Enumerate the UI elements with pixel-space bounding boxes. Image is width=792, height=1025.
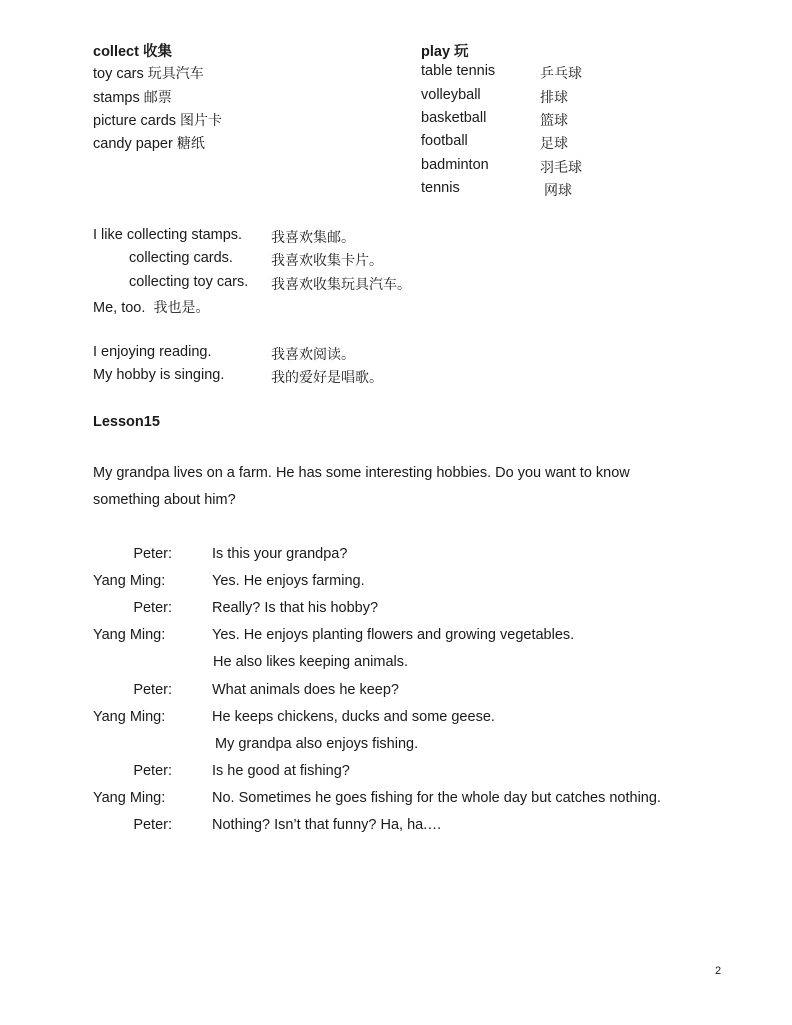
play-item-en: table tennis xyxy=(421,63,496,79)
dialogue-speaker: Yang Ming: xyxy=(93,573,166,589)
collect-item-zh: 邮票 xyxy=(143,90,172,106)
sentence-en: My hobby is singing. xyxy=(93,367,225,383)
page-number: 2 xyxy=(715,965,722,977)
sentence-zh: 我也是。 xyxy=(153,300,210,316)
dialogue-text: No. Sometimes he goes fishing for the whole day but catches nothing. xyxy=(212,790,661,806)
collect-item xyxy=(93,133,205,153)
sentence-zh: 我喜欢集邮。 xyxy=(271,230,355,246)
dialogue-speaker: Yang Ming: xyxy=(93,790,166,806)
play-item-zh: 篮球 xyxy=(540,113,568,129)
collect-item xyxy=(93,63,204,83)
play-item-en: volleyball xyxy=(421,87,481,103)
dialogue-speaker: Peter: xyxy=(133,682,172,698)
collect-item-en: picture cards xyxy=(93,113,177,129)
collect-item-zh: 玩具汽车 xyxy=(147,66,204,82)
sentence-en: collecting toy cars. xyxy=(129,274,249,290)
play-item-en: badminton xyxy=(421,157,489,173)
dialogue-text: Is he good at fishing? xyxy=(212,763,350,779)
dialogue-text: Yes. He enjoys farming. xyxy=(212,573,365,589)
play-item-zh: 排球 xyxy=(540,90,568,106)
dialogue-speaker: Yang Ming: xyxy=(93,627,166,643)
dialogue-text: Really? Is that his hobby? xyxy=(212,600,379,616)
dialogue-speaker: Peter: xyxy=(133,763,172,779)
play-item-en: tennis xyxy=(421,180,460,196)
play-heading: play 玩 xyxy=(421,44,469,60)
play-item-en: basketball xyxy=(421,110,487,126)
collect-item-zh: 图片卡 xyxy=(180,113,223,129)
lesson-title: Lesson15 xyxy=(93,414,160,430)
collect-item xyxy=(93,87,172,107)
dialogue-speaker: Yang Ming: xyxy=(93,709,166,725)
sentence-en: collecting cards. xyxy=(129,250,233,266)
play-item-zh: 羽毛球 xyxy=(540,160,582,176)
dialogue-text: Nothing? Isn’t that funny? Ha, ha.… xyxy=(212,817,442,833)
dialogue-speaker: Peter: xyxy=(133,546,172,562)
lesson-intro-line: My grandpa lives on a farm. He has some interesting hobbies. Do you want to know xyxy=(93,465,630,481)
sentence-en: I like collecting stamps. xyxy=(93,227,243,243)
collect-item-en: toy cars xyxy=(93,66,144,82)
dialogue-text: He also likes keeping animals. xyxy=(213,654,409,670)
dialogue-text: Yes. He enjoys planting flowers and growing vegetables. xyxy=(212,627,575,643)
dialogue-text: My grandpa also enjoys fishing. xyxy=(215,736,419,752)
sentence-zh: 我喜欢收集玩具汽车。 xyxy=(271,277,411,293)
dialogue-speaker: Peter: xyxy=(133,600,172,616)
sentence-line xyxy=(93,297,209,317)
dialogue-speaker: Peter: xyxy=(133,817,172,833)
play-item-zh: 足球 xyxy=(540,136,568,152)
sentence-zh: 我的爱好是唱歌。 xyxy=(271,370,383,386)
play-item-en: football xyxy=(421,133,468,149)
sentence-en: Me, too. xyxy=(93,300,146,316)
collect-heading: collect 收集 xyxy=(93,44,172,60)
sentence-zh: 我喜欢收集卡片。 xyxy=(271,253,383,269)
dialogue-text: He keeps chickens, ducks and some geese. xyxy=(212,709,495,725)
sentence-en: I enjoying reading. xyxy=(93,344,212,360)
play-item-zh: 乒乓球 xyxy=(540,66,582,82)
sentence-zh: 我喜欢阅读。 xyxy=(271,347,355,363)
collect-item-zh: 糖纸 xyxy=(176,136,205,152)
dialogue-text: What animals does he keep? xyxy=(212,682,399,698)
play-item-zh: 网球 xyxy=(544,183,572,199)
collect-item-en: candy paper xyxy=(93,136,173,152)
dialogue-text: Is this your grandpa? xyxy=(212,546,348,562)
lesson-intro-line: something about him? xyxy=(93,492,236,508)
collect-item xyxy=(93,110,222,130)
collect-item-en: stamps xyxy=(93,90,140,106)
